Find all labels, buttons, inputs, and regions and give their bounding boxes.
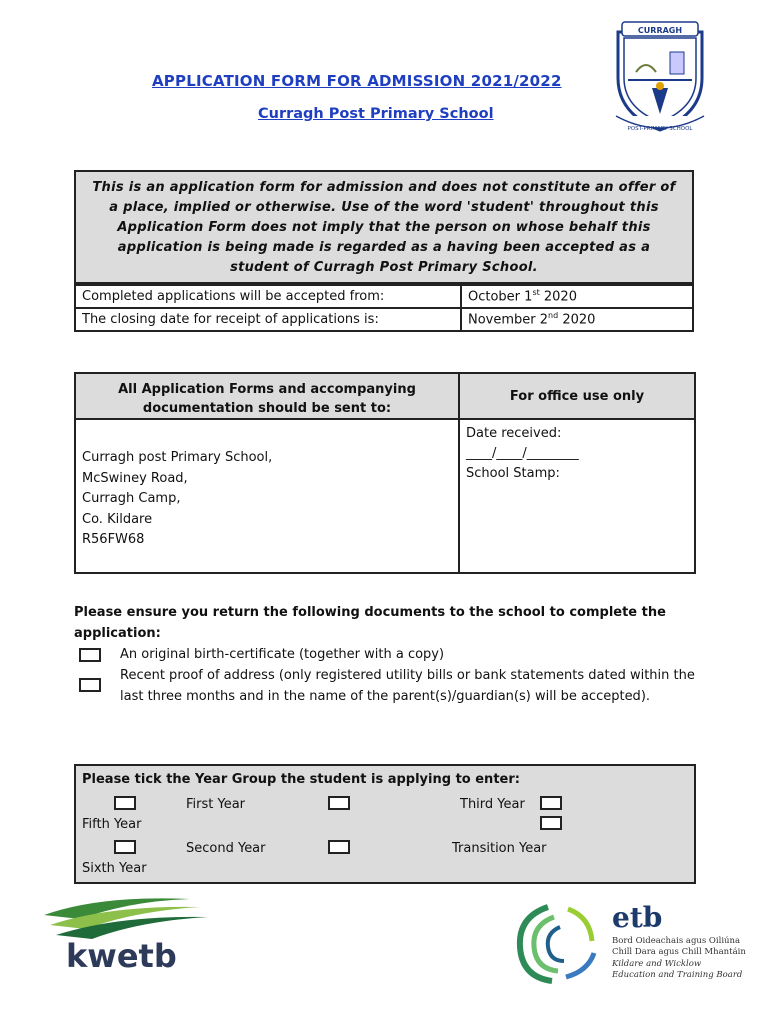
school-crest — [612, 18, 708, 136]
office-use-area — [460, 420, 694, 572]
svg-text:Kildare and Wicklow: Kildare and Wicklow — [612, 959, 702, 969]
school-stamp-label: School Stamp: — [466, 466, 560, 481]
proof-of-address-checkbox[interactable] — [79, 678, 101, 692]
accept-date: October 1st 2020 — [461, 285, 693, 308]
svg-text:Education and Training Board: Education and Training Board — [612, 970, 743, 980]
doc-item-proof-of-address: Recent proof of address (only registered utility bills or bank statements dated within the last three months and in the name of the parent(s)/guardian(s) will be accepted). — [120, 668, 695, 704]
kwetb-text: kwetb — [66, 937, 177, 975]
fifth-year-label: Fifth Year — [82, 817, 142, 832]
address-heading: All Application Forms and accompanying documentation should be sent to: — [76, 374, 460, 420]
dates-table — [74, 284, 694, 332]
transition-year-checkbox[interactable] — [540, 816, 562, 830]
documents-heading: Please ensure you return the following documents to the school to complete the application: — [74, 605, 666, 641]
year-group-heading: Please tick the Year Group the student is applying to enter: — [82, 772, 520, 787]
second-year-checkbox[interactable] — [114, 840, 136, 854]
school-address — [76, 420, 460, 572]
documents-section — [74, 602, 696, 707]
svg-text:Bord Oideachais agus Oiliúna: Bord Oideachais agus Oiliúna — [612, 936, 741, 946]
transition-year-label: Transition Year — [452, 841, 547, 856]
fourth-checkbox[interactable] — [328, 840, 350, 854]
date-received-label: Date received: — [466, 426, 562, 441]
address-line: R56FW68 — [82, 532, 145, 547]
date-received-field[interactable]: ____/____/________ — [466, 446, 579, 461]
second-year-label: Second Year — [186, 841, 266, 856]
first-year-label: First Year — [186, 797, 246, 812]
doc-item-birth-cert: An original birth-certificate (together with a copy) — [120, 647, 445, 662]
form-title: APPLICATION FORM FOR ADMISSION 2021/2022 — [152, 72, 562, 90]
svg-text:Chill Dara agus Chill Mhantáin: Chill Dara agus Chill Mhantáin — [612, 947, 746, 957]
close-date: November 2nd 2020 — [461, 308, 693, 331]
address-line: McSwiney Road, — [82, 470, 188, 486]
address-line: Curragh Camp, — [82, 491, 181, 506]
third-year-checkbox[interactable] — [328, 796, 350, 810]
kwetb-logo — [40, 895, 210, 975]
office-use-heading: For office use only — [460, 374, 694, 420]
table-row — [75, 308, 693, 331]
crest-bottom-text: POST-PRIMARY SCHOOL — [627, 126, 693, 132]
etb-logo — [508, 897, 748, 987]
third-year-label: Third Year — [460, 797, 525, 812]
etb-text: etb — [612, 901, 663, 934]
address-box — [74, 372, 696, 574]
close-label: The closing date for receipt of applications is: — [75, 308, 461, 331]
etb-swirl-icon — [520, 907, 594, 981]
first-year-checkbox[interactable] — [114, 796, 136, 810]
table-row — [75, 285, 693, 308]
fifth-year-checkbox[interactable] — [540, 796, 562, 810]
birth-cert-checkbox[interactable] — [79, 648, 101, 662]
accept-label: Completed applications will be accepted from: — [75, 285, 461, 308]
address-line: Curragh post Primary School, — [82, 450, 273, 465]
notice-box: This is an application form for admission and does not constitute an offer of a place, implied or otherwise. Use of the word 'student' throughout this Application Form does not imply that the person on whose behalf this application is being made is regarded as a having been accepted as a student of Curragh Post Primary School. — [74, 170, 694, 284]
crest-top-text: CURRAGH — [637, 26, 683, 35]
address-line: Co. Kildare — [82, 511, 153, 527]
year-group-box — [74, 764, 696, 884]
school-name: Curragh Post Primary School — [258, 106, 494, 122]
sixth-year-label: Sixth Year — [82, 861, 147, 876]
